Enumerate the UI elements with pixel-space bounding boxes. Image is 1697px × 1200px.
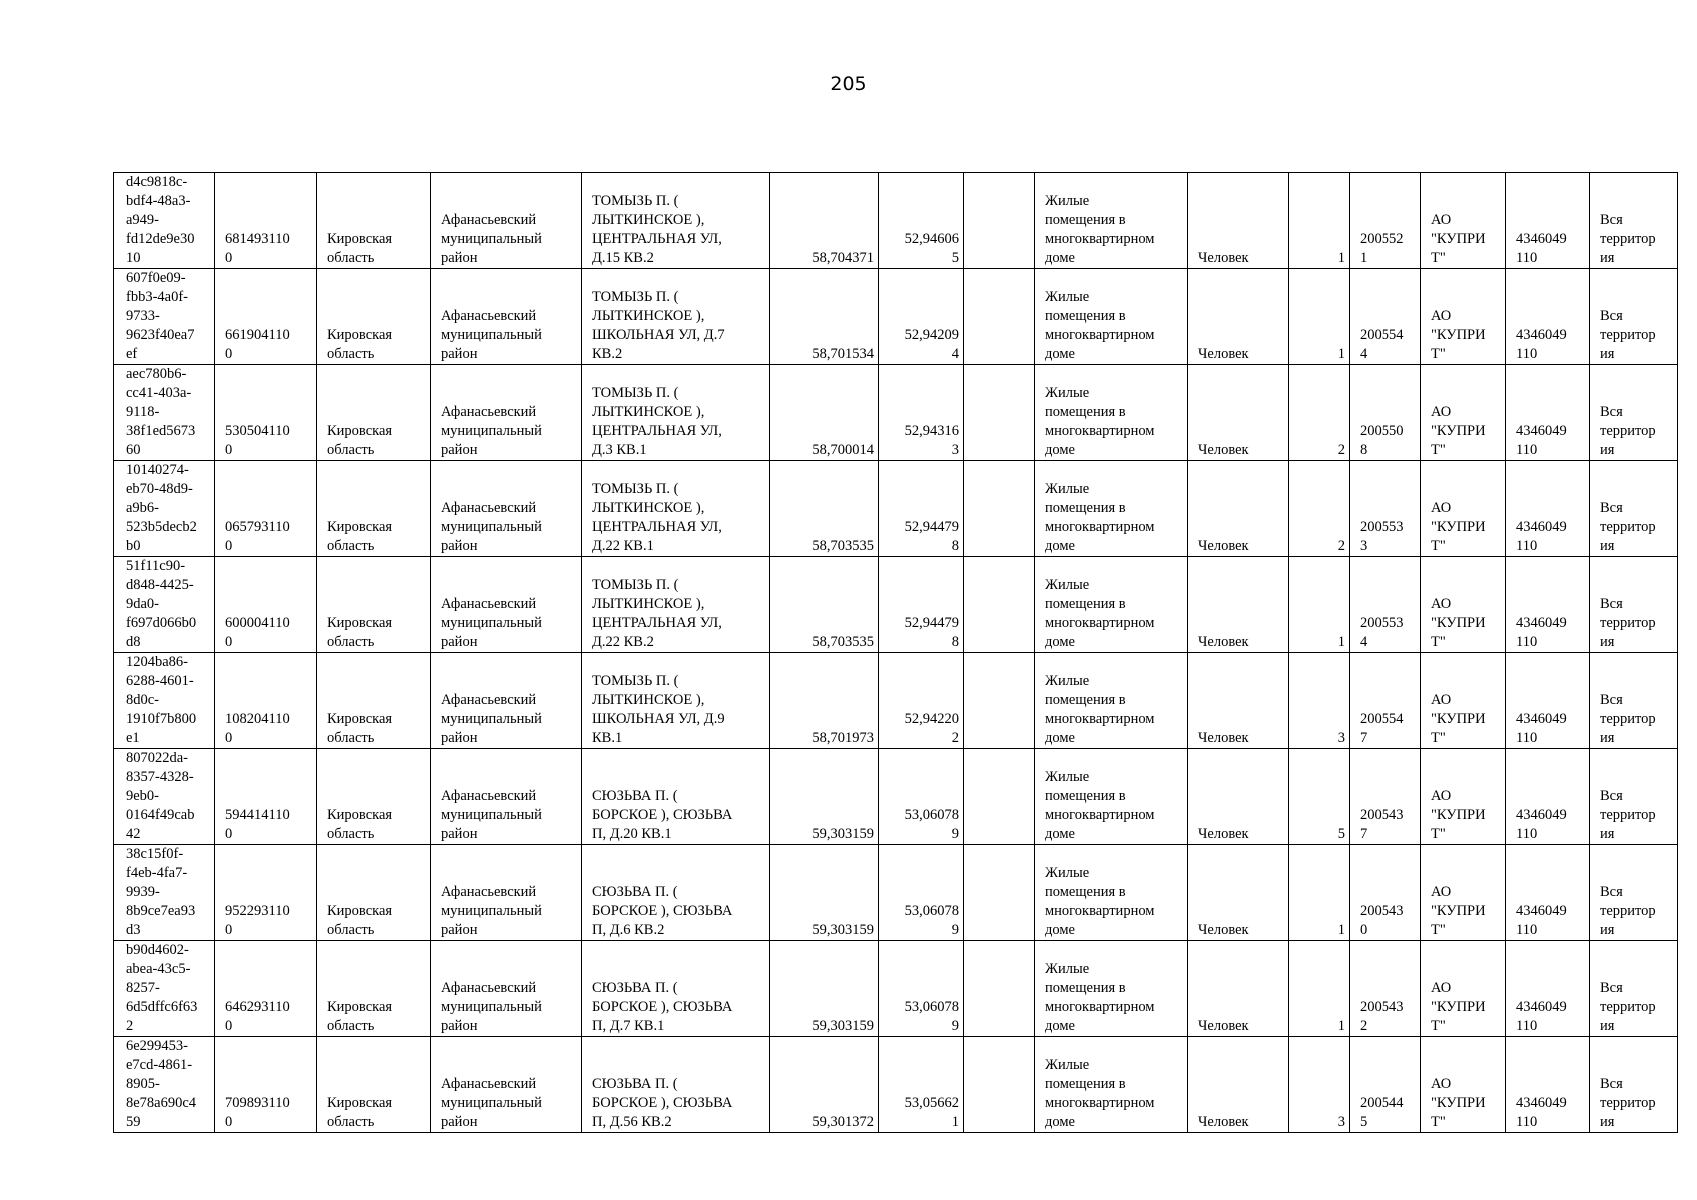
cell-number: 200553 4 — [1350, 557, 1421, 653]
cell-number: 200543 2 — [1350, 941, 1421, 1037]
cell-longitude: 52,94479 8 — [879, 461, 964, 557]
cell-uuid: 607f0e09- fbb3-4a0f- 9733- 9623f40ea7 ef — [114, 269, 215, 365]
cell-number: 200552 1 — [1350, 173, 1421, 269]
cell-premises-type: Жилые помещения в многоквартирном доме — [1035, 845, 1188, 941]
table-row — [114, 653, 1678, 749]
cell-inn: 4346049 110 — [1506, 845, 1590, 941]
cell-region: Кировская область — [317, 557, 431, 653]
cell-district: Афанасьевский муниципальный район — [431, 269, 582, 365]
cell-address: ТОМЫЗЬ П. ( ЛЫТКИНСКОЕ ), ЦЕНТРАЛЬНАЯ УЛ, Д.15 КВ.2 — [582, 173, 770, 269]
cell-address: СЮЗЬВА П. ( БОРСКОЕ ), СЮЗЬВА П, Д.7 КВ.1 — [582, 941, 770, 1037]
cell-code: 681493110 0 — [215, 173, 317, 269]
cell-longitude: 53,06078 9 — [879, 749, 964, 845]
cell-uuid: aec780b6- cc41-403a- 9118- 38f1ed5673 60 — [114, 365, 215, 461]
cell-longitude: 52,94479 8 — [879, 557, 964, 653]
cell-inn: 4346049 110 — [1506, 653, 1590, 749]
cell-unit: Человек — [1188, 173, 1289, 269]
cell-territory: Вся территор ия — [1590, 1037, 1678, 1133]
cell-organization: АО "КУПРИ Т" — [1421, 653, 1506, 749]
cell-number: 200554 7 — [1350, 653, 1421, 749]
cell-empty — [964, 749, 1035, 845]
cell-uuid: 1204ba86- 6288-4601- 8d0c- 1910f7b800 e1 — [114, 653, 215, 749]
cell-district: Афанасьевский муниципальный район — [431, 653, 582, 749]
cell-quantity: 1 — [1289, 557, 1350, 653]
cell-address: СЮЗЬВА П. ( БОРСКОЕ ), СЮЗЬВА П, Д.6 КВ.2 — [582, 845, 770, 941]
cell-empty — [964, 941, 1035, 1037]
cell-uuid: b90d4602- abea-43c5- 8257- 6d5dffc6f63 2 — [114, 941, 215, 1037]
cell-premises-type: Жилые помещения в многоквартирном доме — [1035, 557, 1188, 653]
cell-organization: АО "КУПРИ Т" — [1421, 749, 1506, 845]
table-row — [114, 845, 1678, 941]
cell-organization: АО "КУПРИ Т" — [1421, 1037, 1506, 1133]
cell-longitude: 52,94220 2 — [879, 653, 964, 749]
cell-district: Афанасьевский муниципальный район — [431, 173, 582, 269]
cell-latitude: 58,700014 — [770, 365, 879, 461]
cell-code: 108204110 0 — [215, 653, 317, 749]
cell-quantity: 1 — [1289, 845, 1350, 941]
cell-inn: 4346049 110 — [1506, 941, 1590, 1037]
cell-organization: АО "КУПРИ Т" — [1421, 845, 1506, 941]
cell-code: 952293110 0 — [215, 845, 317, 941]
cell-territory: Вся территор ия — [1590, 941, 1678, 1037]
cell-premises-type: Жилые помещения в многоквартирном доме — [1035, 653, 1188, 749]
cell-region: Кировская область — [317, 845, 431, 941]
cell-unit: Человек — [1188, 557, 1289, 653]
cell-longitude: 52,94209 4 — [879, 269, 964, 365]
cell-region: Кировская область — [317, 365, 431, 461]
cell-district: Афанасьевский муниципальный район — [431, 461, 582, 557]
cell-quantity: 1 — [1289, 269, 1350, 365]
cell-premises-type: Жилые помещения в многоквартирном доме — [1035, 461, 1188, 557]
cell-uuid: 38c15f0f- f4eb-4fa7- 9939- 8b9ce7ea93 d3 — [114, 845, 215, 941]
cell-unit: Человек — [1188, 845, 1289, 941]
cell-empty — [964, 461, 1035, 557]
cell-latitude: 58,701973 — [770, 653, 879, 749]
cell-district: Афанасьевский муниципальный район — [431, 941, 582, 1037]
cell-territory: Вся территор ия — [1590, 269, 1678, 365]
cell-region: Кировская область — [317, 173, 431, 269]
cell-longitude: 53,06078 9 — [879, 845, 964, 941]
cell-premises-type: Жилые помещения в многоквартирном доме — [1035, 941, 1188, 1037]
cell-premises-type: Жилые помещения в многоквартирном доме — [1035, 269, 1188, 365]
cell-district: Афанасьевский муниципальный район — [431, 557, 582, 653]
cell-territory: Вся территор ия — [1590, 461, 1678, 557]
cell-code: 709893110 0 — [215, 1037, 317, 1133]
table-row — [114, 1037, 1678, 1133]
cell-organization: АО "КУПРИ Т" — [1421, 941, 1506, 1037]
cell-unit: Человек — [1188, 1037, 1289, 1133]
cell-region: Кировская область — [317, 941, 431, 1037]
cell-territory: Вся территор ия — [1590, 365, 1678, 461]
table-row — [114, 461, 1678, 557]
cell-empty — [964, 653, 1035, 749]
cell-quantity: 1 — [1289, 941, 1350, 1037]
cell-empty — [964, 1037, 1035, 1133]
cell-uuid: 51f11c90- d848-4425- 9da0- f697d066b0 d8 — [114, 557, 215, 653]
cell-latitude: 59,303159 — [770, 941, 879, 1037]
cell-organization: АО "КУПРИ Т" — [1421, 173, 1506, 269]
cell-region: Кировская область — [317, 1037, 431, 1133]
cell-territory: Вся территор ия — [1590, 845, 1678, 941]
registry-body — [114, 173, 1678, 1133]
cell-unit: Человек — [1188, 365, 1289, 461]
cell-uuid: d4c9818c- bdf4-48a3- a949- fd12de9e30 10 — [114, 173, 215, 269]
table-row — [114, 557, 1678, 653]
cell-address: ТОМЫЗЬ П. ( ЛЫТКИНСКОЕ ), ЦЕНТРАЛЬНАЯ УЛ, Д.3 КВ.1 — [582, 365, 770, 461]
cell-code: 594414110 0 — [215, 749, 317, 845]
cell-unit: Человек — [1188, 461, 1289, 557]
cell-latitude: 59,303159 — [770, 845, 879, 941]
cell-organization: АО "КУПРИ Т" — [1421, 269, 1506, 365]
cell-address: ТОМЫЗЬ П. ( ЛЫТКИНСКОЕ ), ЦЕНТРАЛЬНАЯ УЛ, Д.22 КВ.1 — [582, 461, 770, 557]
cell-number: 200543 7 — [1350, 749, 1421, 845]
cell-organization: АО "КУПРИ Т" — [1421, 557, 1506, 653]
cell-latitude: 58,703535 — [770, 461, 879, 557]
cell-longitude: 53,05662 1 — [879, 1037, 964, 1133]
cell-number: 200544 5 — [1350, 1037, 1421, 1133]
cell-latitude: 58,701534 — [770, 269, 879, 365]
cell-uuid: 6e299453- e7cd-4861- 8905- 8e78a690c4 59 — [114, 1037, 215, 1133]
cell-district: Афанасьевский муниципальный район — [431, 365, 582, 461]
cell-number: 200554 4 — [1350, 269, 1421, 365]
cell-organization: АО "КУПРИ Т" — [1421, 461, 1506, 557]
cell-address: ТОМЫЗЬ П. ( ЛЫТКИНСКОЕ ), ШКОЛЬНАЯ УЛ, Д.9 КВ.1 — [582, 653, 770, 749]
cell-quantity: 2 — [1289, 365, 1350, 461]
cell-latitude: 59,301372 — [770, 1037, 879, 1133]
cell-empty — [964, 269, 1035, 365]
cell-territory: Вся территор ия — [1590, 173, 1678, 269]
cell-empty — [964, 365, 1035, 461]
cell-unit: Человек — [1188, 269, 1289, 365]
cell-address: ТОМЫЗЬ П. ( ЛЫТКИНСКОЕ ), ЦЕНТРАЛЬНАЯ УЛ, Д.22 КВ.2 — [582, 557, 770, 653]
cell-address: СЮЗЬВА П. ( БОРСКОЕ ), СЮЗЬВА П, Д.56 КВ.2 — [582, 1037, 770, 1133]
cell-empty — [964, 845, 1035, 941]
cell-number: 200553 3 — [1350, 461, 1421, 557]
cell-longitude: 53,06078 9 — [879, 941, 964, 1037]
table-row — [114, 941, 1678, 1037]
cell-territory: Вся территор ия — [1590, 653, 1678, 749]
cell-region: Кировская область — [317, 749, 431, 845]
cell-code: 065793110 0 — [215, 461, 317, 557]
cell-territory: Вся территор ия — [1590, 557, 1678, 653]
cell-inn: 4346049 110 — [1506, 749, 1590, 845]
table-row — [114, 749, 1678, 845]
cell-premises-type: Жилые помещения в многоквартирном доме — [1035, 749, 1188, 845]
cell-code: 530504110 0 — [215, 365, 317, 461]
cell-quantity: 1 — [1289, 173, 1350, 269]
cell-district: Афанасьевский муниципальный район — [431, 1037, 582, 1133]
cell-empty — [964, 173, 1035, 269]
cell-quantity: 2 — [1289, 461, 1350, 557]
cell-uuid: 10140274- eb70-48d9- a9b6- 523b5decb2 b0 — [114, 461, 215, 557]
cell-premises-type: Жилые помещения в многоквартирном доме — [1035, 1037, 1188, 1133]
cell-inn: 4346049 110 — [1506, 1037, 1590, 1133]
cell-number: 200550 8 — [1350, 365, 1421, 461]
cell-unit: Человек — [1188, 653, 1289, 749]
cell-region: Кировская область — [317, 269, 431, 365]
cell-code: 646293110 0 — [215, 941, 317, 1037]
cell-quantity: 3 — [1289, 653, 1350, 749]
cell-territory: Вся территор ия — [1590, 749, 1678, 845]
cell-region: Кировская область — [317, 461, 431, 557]
cell-number: 200543 0 — [1350, 845, 1421, 941]
cell-unit: Человек — [1188, 749, 1289, 845]
cell-premises-type: Жилые помещения в многоквартирном доме — [1035, 173, 1188, 269]
cell-unit: Человек — [1188, 941, 1289, 1037]
cell-address: ТОМЫЗЬ П. ( ЛЫТКИНСКОЕ ), ШКОЛЬНАЯ УЛ, Д.7 КВ.2 — [582, 269, 770, 365]
table-row — [114, 173, 1678, 269]
cell-address: СЮЗЬВА П. ( БОРСКОЕ ), СЮЗЬВА П, Д.20 КВ.1 — [582, 749, 770, 845]
cell-uuid: 807022da- 8357-4328- 9eb0- 0164f49cab 42 — [114, 749, 215, 845]
cell-quantity: 3 — [1289, 1037, 1350, 1133]
cell-longitude: 52,94316 3 — [879, 365, 964, 461]
cell-inn: 4346049 110 — [1506, 269, 1590, 365]
cell-inn: 4346049 110 — [1506, 557, 1590, 653]
cell-region: Кировская область — [317, 653, 431, 749]
cell-district: Афанасьевский муниципальный район — [431, 749, 582, 845]
cell-premises-type: Жилые помещения в многоквартирном доме — [1035, 365, 1188, 461]
cell-code: 661904110 0 — [215, 269, 317, 365]
registry-table — [113, 172, 1678, 1133]
table-row — [114, 365, 1678, 461]
cell-district: Афанасьевский муниципальный район — [431, 845, 582, 941]
cell-latitude: 58,704371 — [770, 173, 879, 269]
page-number: 205 — [830, 73, 867, 95]
cell-latitude: 59,303159 — [770, 749, 879, 845]
cell-inn: 4346049 110 — [1506, 365, 1590, 461]
cell-longitude: 52,94606 5 — [879, 173, 964, 269]
cell-empty — [964, 557, 1035, 653]
cell-code: 600004110 0 — [215, 557, 317, 653]
cell-latitude: 58,703535 — [770, 557, 879, 653]
cell-quantity: 5 — [1289, 749, 1350, 845]
cell-organization: АО "КУПРИ Т" — [1421, 365, 1506, 461]
cell-inn: 4346049 110 — [1506, 461, 1590, 557]
table-row — [114, 269, 1678, 365]
cell-inn: 4346049 110 — [1506, 173, 1590, 269]
